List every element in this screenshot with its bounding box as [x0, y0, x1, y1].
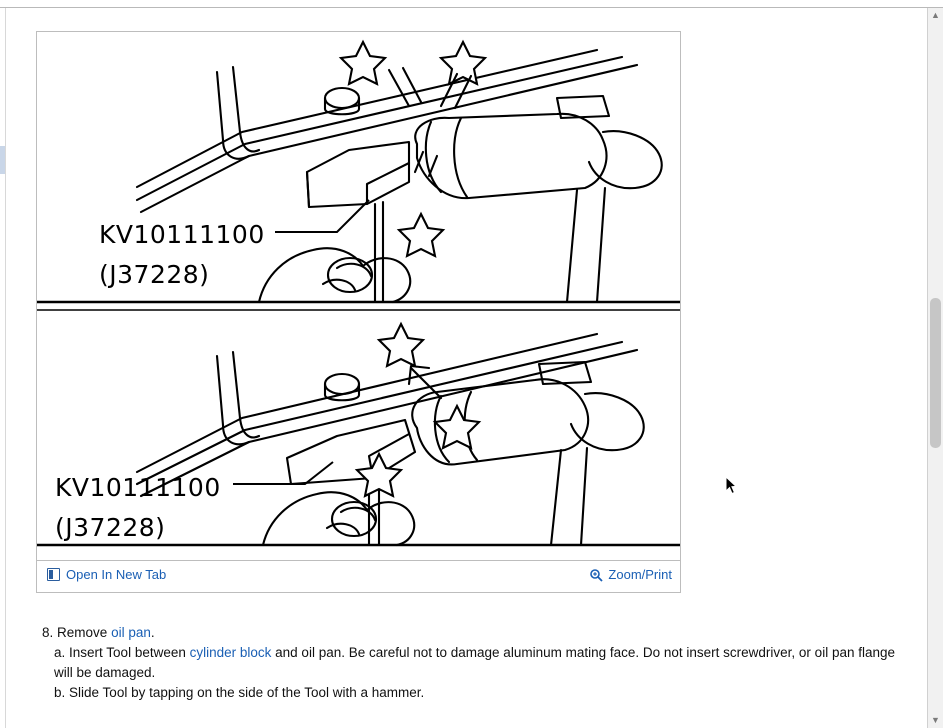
step-8a-text-before: Insert Tool between	[69, 645, 190, 660]
oil-pan-link[interactable]: oil pan	[111, 625, 151, 640]
instruction-list	[36, 623, 916, 703]
left-side-tab[interactable]	[0, 146, 5, 174]
open-in-new-tab-group[interactable]	[47, 567, 166, 582]
oil-pan-tool-drawing	[37, 32, 680, 560]
step-8b-text: Slide Tool by tapping on the side of the Tool with a hammer.	[69, 685, 425, 700]
new-tab-icon	[47, 568, 60, 581]
figure-toolbar	[37, 560, 680, 592]
document-content	[6, 8, 927, 728]
step-8	[36, 623, 916, 643]
tool-number-bottom-secondary: (J37228)	[55, 513, 166, 542]
zoom-print-link[interactable]: Zoom/Print	[608, 567, 672, 582]
step-8b-number: b.	[54, 685, 66, 700]
step-8a-text-after: and oil pan. Be careful not to damage aluminum mating face. Do not insert screwdriver, or oil pan flange will be damaged.	[54, 645, 895, 680]
figure-illustration[interactable]	[37, 32, 680, 560]
tool-number-top-secondary: (J37228)	[99, 260, 210, 289]
zoom-print-group[interactable]	[589, 567, 672, 582]
window-top-strip	[0, 0, 943, 8]
mouse-cursor	[725, 476, 737, 495]
step-8-number: 8.	[42, 625, 54, 640]
step-8-text-after: .	[150, 625, 155, 640]
tool-number-bottom-primary: KV10111100	[55, 473, 221, 502]
scroll-down-arrow[interactable]: ▼	[931, 715, 940, 725]
magnifier-icon	[589, 568, 603, 582]
step-8-text-before: Remove	[57, 625, 112, 640]
figure-container	[36, 31, 681, 593]
step-8a	[36, 643, 916, 683]
scrollbar-thumb[interactable]	[930, 298, 941, 448]
tool-number-top-primary: KV10111100	[99, 220, 265, 249]
scroll-up-arrow[interactable]: ▲	[931, 10, 940, 20]
vertical-scrollbar[interactable]	[927, 8, 943, 728]
open-in-new-tab-link[interactable]: Open In New Tab	[66, 567, 167, 582]
step-8a-number: a.	[54, 645, 66, 660]
cylinder-block-link[interactable]: cylinder block	[189, 645, 272, 660]
step-8b	[36, 683, 916, 703]
